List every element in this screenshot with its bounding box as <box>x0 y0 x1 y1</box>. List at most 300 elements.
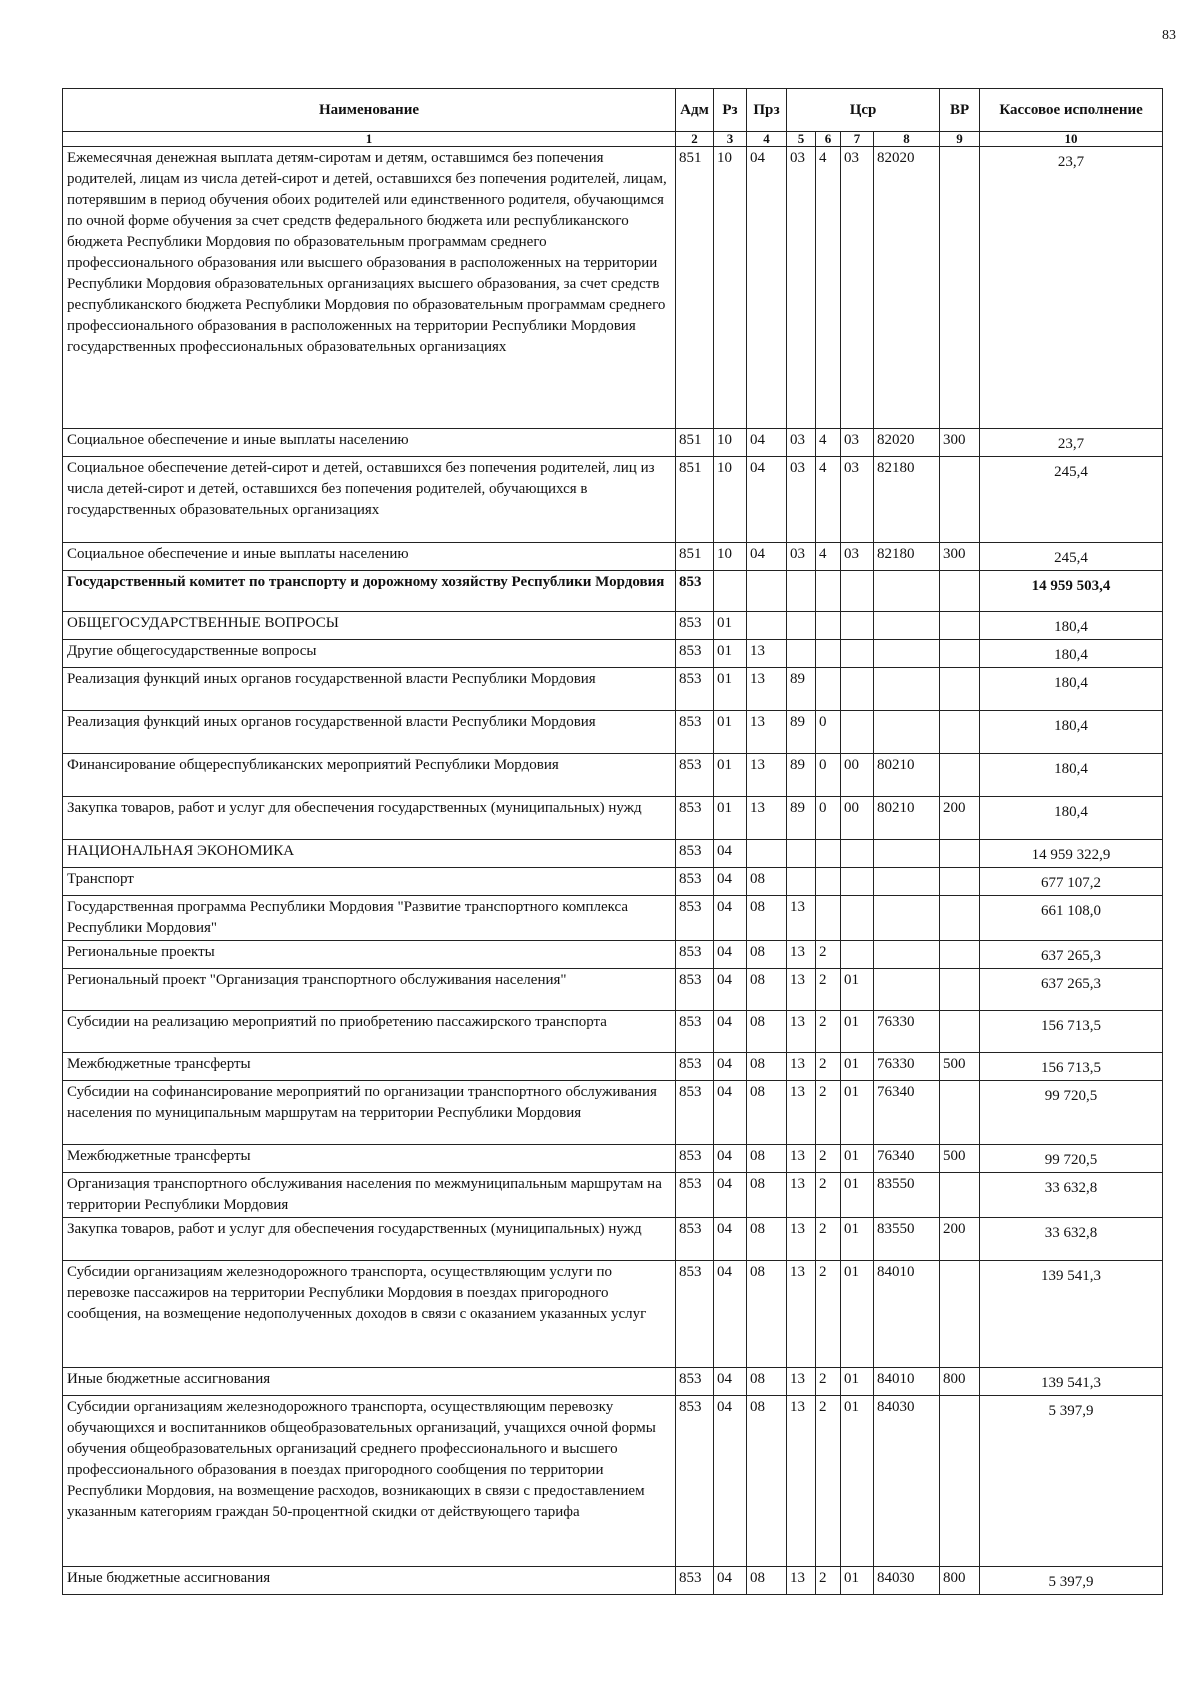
row-prz: 08 <box>747 941 787 969</box>
row-vr: 500 <box>940 1145 980 1173</box>
row-amount: 180,4 <box>980 640 1163 668</box>
row-vr <box>940 640 980 668</box>
row-name: Закупка товаров, работ и услуг для обеспечения государственных (муниципальных) нужд <box>63 1218 676 1261</box>
row-vr <box>940 941 980 969</box>
table-row <box>63 754 1163 797</box>
row-vr <box>940 1173 980 1218</box>
row-name: ОБЩЕГОСУДАРСТВЕННЫЕ ВОПРОСЫ <box>63 612 676 640</box>
row-csr-5: 89 <box>787 668 816 711</box>
row-name: Ежемесячная денежная выплата детям-сиротам и детям, оставшимся без попечения родителей, лицам из числа детей-сирот и детей, оставшихся без попечения родителей, лицам, потерявшим в период обучения обоих родителей или единственного родителя, обучающимся по очной форме обучения за счет средств федерального бюджета или республиканского бюджета Республики Мордовия по образовательным программам среднего профессионального образования или высшего образования в расположенных на территории Республики Мордовия образовательных организациях высшего образования, за счет средств республиканского бюджета Республики Мордовия по образовательным программам среднего профессионального образования в расположенных на территории Республики Мордовия государственных профессиональных образовательных организациях <box>63 147 676 429</box>
row-vr <box>940 1081 980 1145</box>
row-name: Закупка товаров, работ и услуг для обеспечения государственных (муниципальных) нужд <box>63 797 676 840</box>
table-row <box>63 1261 1163 1368</box>
row-adm: 853 <box>676 1261 714 1368</box>
row-csr-8 <box>874 969 940 1011</box>
row-vr <box>940 840 980 868</box>
row-csr-5: 13 <box>787 1081 816 1145</box>
table-row <box>63 868 1163 896</box>
row-csr-6 <box>816 896 841 941</box>
row-csr-7: 01 <box>841 1011 874 1053</box>
row-rz: 01 <box>714 754 747 797</box>
row-csr-7: 03 <box>841 543 874 571</box>
row-adm: 851 <box>676 429 714 457</box>
row-adm: 853 <box>676 797 714 840</box>
row-prz: 04 <box>747 147 787 429</box>
row-vr: 200 <box>940 1218 980 1261</box>
row-csr-6 <box>816 612 841 640</box>
row-adm: 853 <box>676 1567 714 1595</box>
row-csr-6: 4 <box>816 147 841 429</box>
row-prz <box>747 840 787 868</box>
row-csr-5: 03 <box>787 429 816 457</box>
row-csr-7: 01 <box>841 1261 874 1368</box>
table-row <box>63 543 1163 571</box>
row-vr: 300 <box>940 543 980 571</box>
row-csr-7: 01 <box>841 1218 874 1261</box>
row-csr-8 <box>874 668 940 711</box>
row-csr-8: 80210 <box>874 754 940 797</box>
row-prz: 08 <box>747 1368 787 1396</box>
row-csr-7: 03 <box>841 457 874 543</box>
row-amount: 139 541,3 <box>980 1261 1163 1368</box>
header-prz: Прз <box>747 89 787 132</box>
header-vr: ВР <box>940 89 980 132</box>
row-csr-5: 03 <box>787 457 816 543</box>
row-rz: 04 <box>714 941 747 969</box>
row-vr <box>940 1261 980 1368</box>
table-row <box>63 941 1163 969</box>
row-name: Субсидии организациям железнодорожного транспорта, осуществляющим услуги по перевозке пассажиров на территории Республики Мордовия в поездах пригородного сообщения, на возмещение недополученных доходов в связи с оказанием указанных услуг <box>63 1261 676 1368</box>
row-csr-8 <box>874 868 940 896</box>
table-row <box>63 147 1163 429</box>
row-adm: 853 <box>676 896 714 941</box>
row-csr-5: 13 <box>787 1011 816 1053</box>
row-name: Организация транспортного обслуживания населения по межмуниципальным маршрутам на территории Республики Мордовия <box>63 1173 676 1218</box>
row-prz: 04 <box>747 457 787 543</box>
header-csr: Цср <box>787 89 940 132</box>
row-csr-7: 00 <box>841 797 874 840</box>
row-adm: 853 <box>676 612 714 640</box>
row-vr: 500 <box>940 1053 980 1081</box>
table-row <box>63 640 1163 668</box>
row-prz <box>747 571 787 612</box>
table-row <box>63 1081 1163 1145</box>
row-prz: 08 <box>747 1173 787 1218</box>
col-number: 2 <box>676 132 714 147</box>
row-csr-5 <box>787 840 816 868</box>
row-vr <box>940 868 980 896</box>
row-csr-6: 2 <box>816 1011 841 1053</box>
row-csr-6: 0 <box>816 754 841 797</box>
row-amount: 180,4 <box>980 754 1163 797</box>
row-rz: 04 <box>714 1173 747 1218</box>
row-adm: 853 <box>676 640 714 668</box>
row-amount: 180,4 <box>980 711 1163 754</box>
row-csr-6: 2 <box>816 1218 841 1261</box>
col-number: 7 <box>841 132 874 147</box>
row-vr <box>940 969 980 1011</box>
row-prz: 08 <box>747 1567 787 1595</box>
row-prz: 13 <box>747 668 787 711</box>
row-csr-8 <box>874 941 940 969</box>
row-csr-8: 84030 <box>874 1396 940 1567</box>
col-number: 1 <box>63 132 676 147</box>
row-rz: 04 <box>714 868 747 896</box>
row-csr-5: 89 <box>787 754 816 797</box>
row-csr-6: 2 <box>816 1081 841 1145</box>
row-adm: 853 <box>676 840 714 868</box>
row-vr <box>940 754 980 797</box>
row-csr-7 <box>841 640 874 668</box>
row-csr-7: 01 <box>841 1145 874 1173</box>
row-vr <box>940 1396 980 1567</box>
row-prz: 08 <box>747 896 787 941</box>
row-csr-6: 2 <box>816 1368 841 1396</box>
row-csr-7 <box>841 896 874 941</box>
row-prz: 08 <box>747 1011 787 1053</box>
row-amount: 139 541,3 <box>980 1368 1163 1396</box>
row-rz: 04 <box>714 1053 747 1081</box>
row-amount: 99 720,5 <box>980 1145 1163 1173</box>
row-prz: 13 <box>747 797 787 840</box>
row-adm: 853 <box>676 668 714 711</box>
row-name: Субсидии организациям железнодорожного транспорта, осуществляющим перевозку обучающихся и воспитанников общеобразовательных организаций, учащихся очной формы обучения общеобразовательных организаций среднего профессионального и высшего профессионального образования в поездах пригородного сообщения по территории Республики Мордовия, на возмещение расходов, возникающих в связи с предоставлением указанным категориям граждан 50-процентной скидки от действующего тарифа <box>63 1396 676 1567</box>
row-name: Реализация функций иных органов государственной власти Республики Мордовия <box>63 668 676 711</box>
row-csr-5: 89 <box>787 797 816 840</box>
row-csr-5: 89 <box>787 711 816 754</box>
row-csr-8: 83550 <box>874 1218 940 1261</box>
col-number: 10 <box>980 132 1163 147</box>
row-amount: 245,4 <box>980 543 1163 571</box>
row-amount: 5 397,9 <box>980 1567 1163 1595</box>
row-amount: 14 959 322,9 <box>980 840 1163 868</box>
row-adm: 851 <box>676 543 714 571</box>
row-amount: 33 632,8 <box>980 1173 1163 1218</box>
row-rz: 04 <box>714 1261 747 1368</box>
row-csr-5: 13 <box>787 1368 816 1396</box>
row-amount: 637 265,3 <box>980 941 1163 969</box>
row-name: Социальное обеспечение и иные выплаты населению <box>63 543 676 571</box>
row-csr-8: 82180 <box>874 457 940 543</box>
table-row <box>63 457 1163 543</box>
row-prz: 08 <box>747 1081 787 1145</box>
row-rz <box>714 571 747 612</box>
row-amount: 33 632,8 <box>980 1218 1163 1261</box>
row-prz: 08 <box>747 1145 787 1173</box>
row-rz: 04 <box>714 1081 747 1145</box>
row-csr-6: 2 <box>816 1173 841 1218</box>
row-amount: 156 713,5 <box>980 1011 1163 1053</box>
table-header-row <box>63 89 1163 132</box>
row-amount: 5 397,9 <box>980 1396 1163 1567</box>
row-csr-8 <box>874 571 940 612</box>
row-csr-6: 4 <box>816 457 841 543</box>
row-amount: 180,4 <box>980 612 1163 640</box>
row-csr-7: 01 <box>841 1396 874 1567</box>
row-vr <box>940 612 980 640</box>
row-csr-7: 01 <box>841 1053 874 1081</box>
row-adm: 853 <box>676 1368 714 1396</box>
row-rz: 10 <box>714 457 747 543</box>
col-number: 8 <box>874 132 940 147</box>
row-csr-5: 13 <box>787 1567 816 1595</box>
table-row <box>63 612 1163 640</box>
row-csr-8: 76340 <box>874 1145 940 1173</box>
row-vr: 200 <box>940 797 980 840</box>
row-csr-7: 01 <box>841 969 874 1011</box>
row-prz: 04 <box>747 543 787 571</box>
row-rz: 01 <box>714 711 747 754</box>
row-csr-8 <box>874 711 940 754</box>
row-rz: 10 <box>714 429 747 457</box>
row-name: Социальное обеспечение детей-сирот и детей, оставшихся без попечения родителей, лиц из числа детей-сирот и детей, оставшихся без попечения родителей, обучающихся в государственных образовательных организациях <box>63 457 676 543</box>
row-csr-7: 01 <box>841 1081 874 1145</box>
row-name: НАЦИОНАЛЬНАЯ ЭКОНОМИКА <box>63 840 676 868</box>
table-row <box>63 1218 1163 1261</box>
row-csr-6 <box>816 640 841 668</box>
row-csr-7: 01 <box>841 1567 874 1595</box>
row-name: Субсидии на софинансирование мероприятий по организации транспортного обслуживания населения по муниципальным маршрутам на территории Республики Мордовия <box>63 1081 676 1145</box>
row-vr <box>940 896 980 941</box>
row-rz: 04 <box>714 840 747 868</box>
row-csr-8 <box>874 640 940 668</box>
row-csr-8: 82020 <box>874 147 940 429</box>
row-csr-5: 13 <box>787 941 816 969</box>
row-amount: 23,7 <box>980 147 1163 429</box>
row-csr-6: 2 <box>816 1567 841 1595</box>
row-adm: 853 <box>676 1218 714 1261</box>
row-name: Межбюджетные трансферты <box>63 1053 676 1081</box>
row-prz: 13 <box>747 711 787 754</box>
row-csr-6: 2 <box>816 1261 841 1368</box>
row-name: Региональный проект "Организация транспортного обслуживания населения" <box>63 969 676 1011</box>
row-rz: 04 <box>714 1368 747 1396</box>
col-number: 6 <box>816 132 841 147</box>
row-name: Иные бюджетные ассигнования <box>63 1368 676 1396</box>
row-csr-7: 03 <box>841 429 874 457</box>
row-csr-5: 13 <box>787 896 816 941</box>
table-row <box>63 429 1163 457</box>
row-prz: 08 <box>747 1261 787 1368</box>
row-rz: 10 <box>714 147 747 429</box>
row-name: Социальное обеспечение и иные выплаты населению <box>63 429 676 457</box>
row-csr-7 <box>841 711 874 754</box>
row-csr-5: 13 <box>787 1218 816 1261</box>
row-csr-5 <box>787 571 816 612</box>
row-csr-8: 83550 <box>874 1173 940 1218</box>
row-amount: 661 108,0 <box>980 896 1163 941</box>
row-csr-6: 2 <box>816 1053 841 1081</box>
row-csr-5: 13 <box>787 1261 816 1368</box>
row-amount: 14 959 503,4 <box>980 571 1163 612</box>
row-rz: 01 <box>714 640 747 668</box>
row-csr-8: 80210 <box>874 797 940 840</box>
row-vr: 300 <box>940 429 980 457</box>
table-row <box>63 1396 1163 1567</box>
row-adm: 853 <box>676 1145 714 1173</box>
row-adm: 853 <box>676 571 714 612</box>
row-prz: 08 <box>747 1218 787 1261</box>
row-csr-8: 84010 <box>874 1368 940 1396</box>
row-csr-7 <box>841 840 874 868</box>
row-name: Межбюджетные трансферты <box>63 1145 676 1173</box>
row-prz: 08 <box>747 868 787 896</box>
row-csr-7 <box>841 868 874 896</box>
row-csr-8: 76330 <box>874 1011 940 1053</box>
row-csr-8: 76330 <box>874 1053 940 1081</box>
row-csr-6: 4 <box>816 543 841 571</box>
column-number-row <box>63 132 1163 147</box>
row-rz: 04 <box>714 1145 747 1173</box>
row-name: Субсидии на реализацию мероприятий по приобретению пассажирского транспорта <box>63 1011 676 1053</box>
row-adm: 853 <box>676 1396 714 1567</box>
row-vr <box>940 1011 980 1053</box>
row-prz: 08 <box>747 969 787 1011</box>
row-csr-8 <box>874 612 940 640</box>
row-adm: 853 <box>676 711 714 754</box>
table-row <box>63 840 1163 868</box>
row-amount: 180,4 <box>980 797 1163 840</box>
row-prz: 13 <box>747 640 787 668</box>
row-rz: 01 <box>714 612 747 640</box>
row-vr <box>940 668 980 711</box>
row-name: Государственная программа Республики Мордовия "Развитие транспортного комплекса Республики Мордовия" <box>63 896 676 941</box>
col-number: 5 <box>787 132 816 147</box>
row-csr-5: 13 <box>787 1053 816 1081</box>
row-name: Региональные проекты <box>63 941 676 969</box>
row-rz: 04 <box>714 969 747 1011</box>
header-exec: Кассовое исполнение <box>980 89 1163 132</box>
row-csr-8: 84030 <box>874 1567 940 1595</box>
row-csr-5: 13 <box>787 1145 816 1173</box>
table-row <box>63 1011 1163 1053</box>
row-adm: 851 <box>676 147 714 429</box>
budget-table <box>62 88 1163 1595</box>
row-adm: 853 <box>676 1173 714 1218</box>
row-csr-7: 00 <box>841 754 874 797</box>
row-amount: 637 265,3 <box>980 969 1163 1011</box>
col-number: 9 <box>940 132 980 147</box>
row-name: Другие общегосударственные вопросы <box>63 640 676 668</box>
table-row <box>63 1053 1163 1081</box>
row-vr <box>940 147 980 429</box>
row-amount: 180,4 <box>980 668 1163 711</box>
row-prz: 08 <box>747 1053 787 1081</box>
row-adm: 853 <box>676 1011 714 1053</box>
table-row <box>63 1173 1163 1218</box>
table-row <box>63 797 1163 840</box>
row-adm: 853 <box>676 754 714 797</box>
row-csr-6: 2 <box>816 969 841 1011</box>
row-csr-5: 03 <box>787 543 816 571</box>
row-csr-8: 84010 <box>874 1261 940 1368</box>
row-rz: 04 <box>714 896 747 941</box>
row-csr-7 <box>841 668 874 711</box>
row-name: Транспорт <box>63 868 676 896</box>
row-csr-6 <box>816 868 841 896</box>
table-row <box>63 1145 1163 1173</box>
row-csr-6: 2 <box>816 941 841 969</box>
row-csr-7: 01 <box>841 1368 874 1396</box>
row-adm: 853 <box>676 969 714 1011</box>
row-csr-5: 13 <box>787 969 816 1011</box>
row-vr: 800 <box>940 1368 980 1396</box>
row-prz <box>747 612 787 640</box>
row-amount: 156 713,5 <box>980 1053 1163 1081</box>
row-csr-6 <box>816 571 841 612</box>
row-adm: 853 <box>676 941 714 969</box>
row-csr-7 <box>841 612 874 640</box>
row-csr-6: 2 <box>816 1145 841 1173</box>
table-row <box>63 1567 1163 1595</box>
row-csr-8 <box>874 896 940 941</box>
row-csr-6: 0 <box>816 711 841 754</box>
row-csr-6 <box>816 840 841 868</box>
row-rz: 04 <box>714 1218 747 1261</box>
table-row <box>63 1368 1163 1396</box>
row-vr <box>940 457 980 543</box>
row-rz: 01 <box>714 668 747 711</box>
row-adm: 853 <box>676 1081 714 1145</box>
row-csr-6 <box>816 668 841 711</box>
row-csr-5 <box>787 640 816 668</box>
row-name: Иные бюджетные ассигнования <box>63 1567 676 1595</box>
row-rz: 01 <box>714 797 747 840</box>
table-row <box>63 896 1163 941</box>
row-prz: 08 <box>747 1396 787 1567</box>
table-row <box>63 969 1163 1011</box>
row-adm: 851 <box>676 457 714 543</box>
row-adm: 853 <box>676 868 714 896</box>
row-adm: 853 <box>676 1053 714 1081</box>
row-name: Финансирование общереспубликанских мероприятий Республики Мордовия <box>63 754 676 797</box>
row-csr-7: 03 <box>841 147 874 429</box>
row-name: Государственный комитет по транспорту и дорожному хозяйству Республики Мордовия <box>63 571 676 612</box>
row-name: Реализация функций иных органов государственной власти Республики Мордовия <box>63 711 676 754</box>
row-amount: 245,4 <box>980 457 1163 543</box>
row-csr-8: 82180 <box>874 543 940 571</box>
row-rz: 10 <box>714 543 747 571</box>
row-csr-8: 76340 <box>874 1081 940 1145</box>
col-number: 3 <box>714 132 747 147</box>
row-csr-5: 03 <box>787 147 816 429</box>
row-vr <box>940 571 980 612</box>
header-name: Наименование <box>63 89 676 132</box>
row-csr-7: 01 <box>841 1173 874 1218</box>
header-rz: Рз <box>714 89 747 132</box>
row-amount: 99 720,5 <box>980 1081 1163 1145</box>
row-csr-8: 82020 <box>874 429 940 457</box>
row-csr-5 <box>787 868 816 896</box>
row-csr-7 <box>841 571 874 612</box>
row-vr: 800 <box>940 1567 980 1595</box>
row-csr-8 <box>874 840 940 868</box>
table-row <box>63 668 1163 711</box>
row-prz: 13 <box>747 754 787 797</box>
table-row <box>63 711 1163 754</box>
row-csr-5: 13 <box>787 1173 816 1218</box>
row-csr-5 <box>787 612 816 640</box>
row-amount: 23,7 <box>980 429 1163 457</box>
row-csr-6: 4 <box>816 429 841 457</box>
row-prz: 04 <box>747 429 787 457</box>
col-number: 4 <box>747 132 787 147</box>
row-rz: 04 <box>714 1396 747 1567</box>
table-row <box>63 571 1163 612</box>
row-amount: 677 107,2 <box>980 868 1163 896</box>
page-number: 83 <box>1162 28 1176 43</box>
row-rz: 04 <box>714 1011 747 1053</box>
